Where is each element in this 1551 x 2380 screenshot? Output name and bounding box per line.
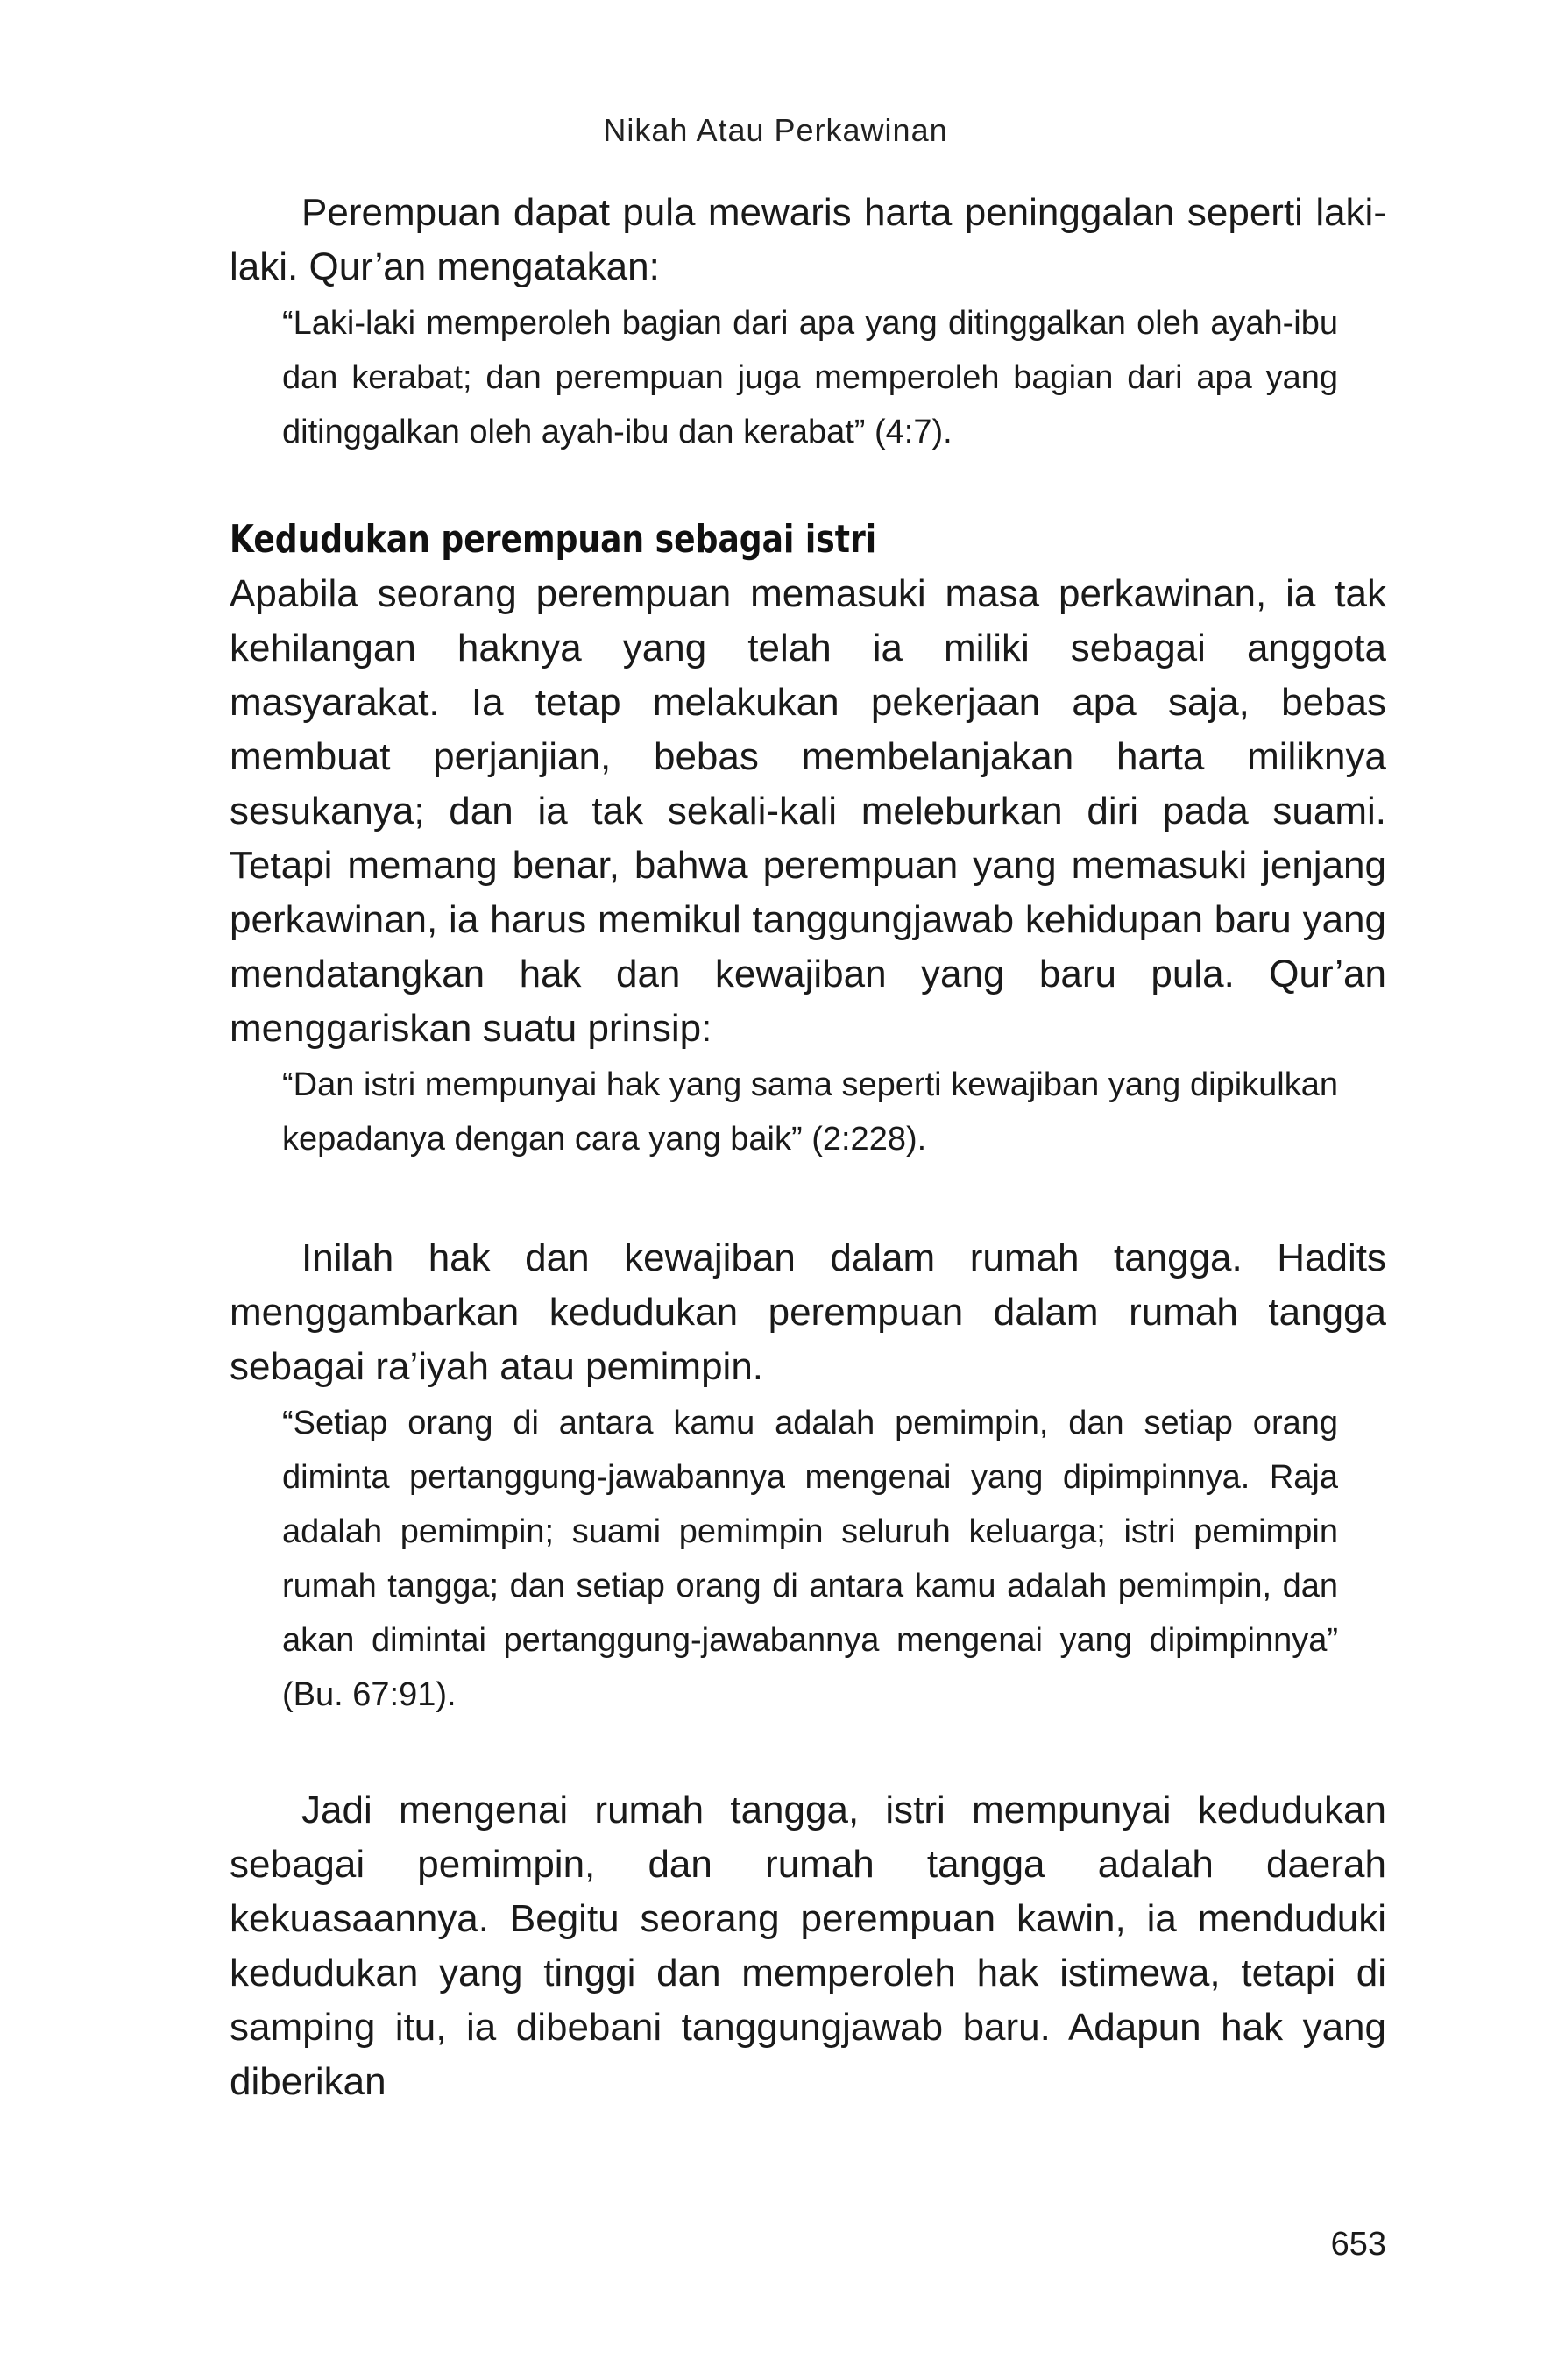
paragraph-leadership: Jadi mengenai rumah tangga, istri mempunyai kedudukan sebagai pemimpin, dan rumah tangga adalah daerah kekuasaannya. Begitu seorang perempuan kawin, ia menduduki kedudukan yang tinggi dan memperoleh hak istimewa, tetapi di samping itu, ia dibebani tanggungjawab baru. Adapun hak yang diberikan [230, 1789, 1386, 2103]
household-section [230, 1231, 1386, 1722]
quote-hadith: “Setiap orang di antara kamu adalah pemimpin, dan setiap orang diminta pertanggung-jawabannya mengenai yang dipimpinnya. Raja adalah pemimpin; suami pemimpin seluruh keluarga; istri pemimpin rumah tangga; dan setiap orang di antara kamu adalah pemimpin, dan akan dimintai pertanggung-jawabannya mengenai yang dipimpinnya” (Bu. 67:91). [282, 1405, 1338, 1713]
section-heading: Kedudukan perempuan sebagai istri [230, 517, 877, 562]
quote-verse-4-7: “Laki-laki memperoleh bagian dari apa yang ditinggalkan oleh ayah-ibu dan kerabat; dan perempuan juga memperoleh bagian dari apa yang ditinggalkan oleh ayah-ibu dan kerabat” (4:7). [282, 305, 1338, 450]
intro-section [230, 186, 1386, 459]
closing-section [230, 1783, 1386, 2109]
paragraph-inheritance: Perempuan dapat pula mewaris harta peninggalan seperti laki-laki. Qur’an mengatakan: [230, 191, 1386, 288]
paragraph-household: Inilah hak dan kewajiban dalam rumah tangga. Hadits menggambarkan kedudukan perempuan dalam rumah tangga sebagai ra’iyah atau pemimpin. [230, 1236, 1386, 1388]
running-head: Nikah Atau Perkawinan [603, 112, 948, 148]
wife-section [230, 513, 1386, 1166]
quote-verse-2-228: “Dan istri mempunyai hak yang sama seperti kewajiban yang dipikulkan kepadanya dengan cara yang baik” (2:228). [282, 1066, 1338, 1158]
paragraph-wife-rights: Apabila seorang perempuan memasuki masa perkawinan, ia tak kehilangan haknya yang telah ia miliki sebagai anggota masyarakat. Ia tetap melakukan pekerjaan apa saja, bebas membuat perjanjian, bebas membelanjakan harta miliknya sesukanya; dan ia tak sekali-kali meleburkan diri pada suami. Tetapi memang benar, bahwa perempuan yang memasuki jenjang perkawinan, ia harus memikul tanggungjawab kehidupan baru yang mendatangkan hak dan kewajiban yang baru pula. Qur’an menggariskan suatu prinsip: [230, 572, 1386, 1050]
page-number: 653 [1330, 2226, 1386, 2263]
